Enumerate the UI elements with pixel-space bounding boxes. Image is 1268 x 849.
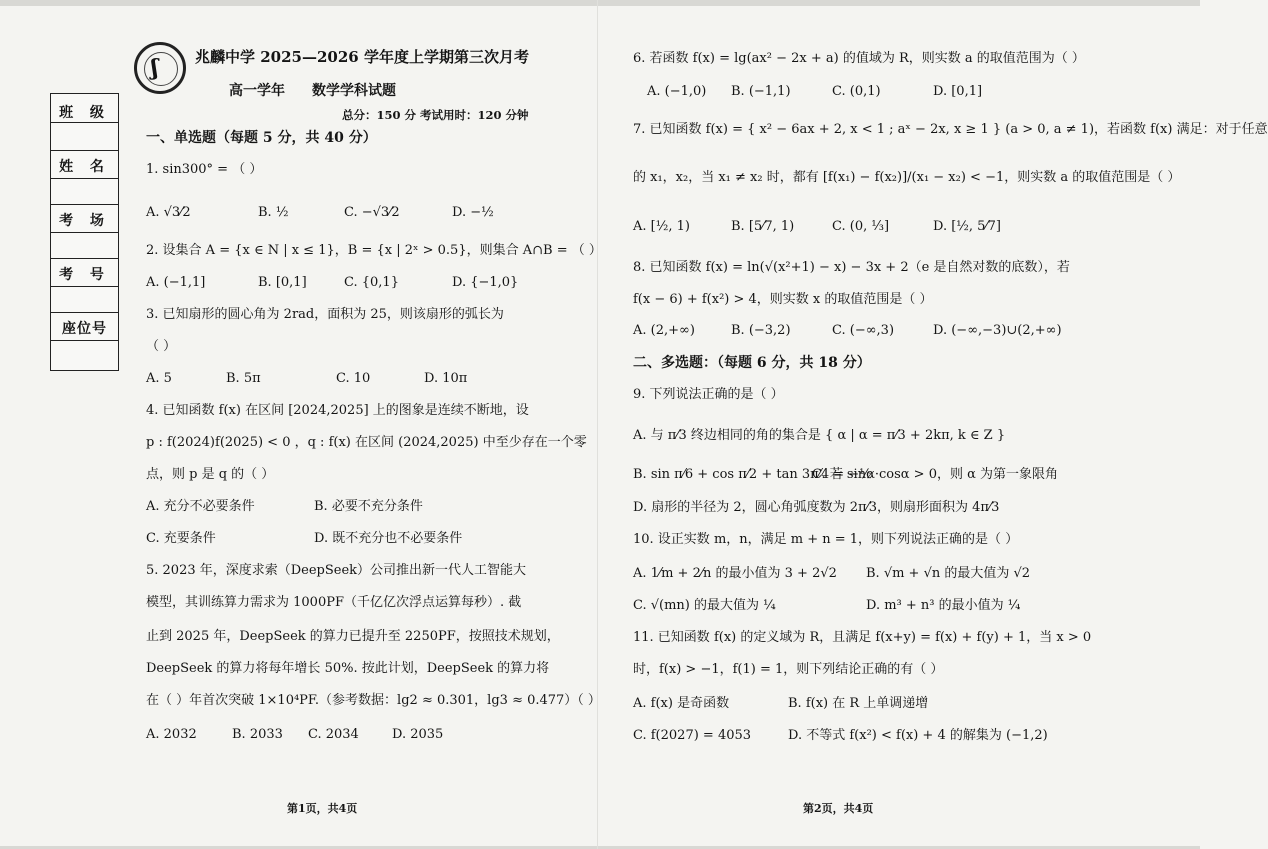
info-divider (51, 258, 118, 259)
student-info-box (50, 93, 119, 371)
q6-option-a: A. (−1,0) (647, 84, 707, 99)
info-divider (51, 340, 118, 341)
q1-option-d: D. −½ (452, 205, 494, 220)
q4-line-3: 点，则 p 是 q 的（ ） (146, 467, 275, 482)
exam-room-label: 考 场 (59, 213, 110, 229)
info-divider (51, 122, 118, 123)
q6-stem: 6. 若函数 f(x) = lg(ax² − 2x + a) 的值域为 R，则实数 a 的取值范围为（ ） (633, 51, 1085, 66)
grade-label: 高一学年 (229, 83, 285, 99)
q5-line-3: 止到 2025 年，DeepSeek 的算力已提升至 2250PF，按照技术规划， (146, 629, 560, 644)
q3-option-b: B. 5π (226, 371, 261, 386)
q10-stem: 10. 设正实数 m，n，满足 m + n = 1，则下列说法正确的是（ ） (633, 532, 1019, 547)
page-number-right: 第2页，共4页 (803, 802, 874, 815)
q7-line-2: 的 x₁，x₂，当 x₁ ≠ x₂ 时，都有 [f(x₁) − f(x₂)]/(x₁ − x₂) < −1，则实数 a 的取值范围是（ ） (633, 170, 1181, 185)
q6-option-b: B. (−1,1) (731, 84, 791, 99)
q7-option-b: B. [5⁄7, 1) (731, 219, 795, 234)
q2-option-c: C. {0,1} (344, 275, 399, 290)
q3-option-c: C. 10 (336, 371, 371, 386)
q7-option-c: C. (0, ⅓] (832, 219, 890, 234)
q5-option-b: B. 2033 (232, 727, 283, 742)
info-divider (51, 178, 118, 179)
q7-option-a: A. [½, 1) (633, 219, 690, 234)
q10-option-a: A. 1⁄m + 2⁄n 的最小值为 3 + 2√2 (633, 566, 837, 581)
q4-option-b: B. 必要不充分条件 (314, 499, 423, 514)
q10-option-b: B. √m + √n 的最大值为 √2 (866, 566, 1031, 581)
exam-number-label: 考 号 (59, 267, 110, 283)
q8-option-c: C. (−∞,3) (832, 323, 895, 338)
exam-meta: 总分：150 分 考试用时：120 分钟 (342, 108, 529, 122)
q1-option-b: B. ½ (258, 205, 289, 220)
q8-option-d: D. (−∞,−3)∪(2,+∞) (933, 323, 1062, 338)
page-number-left: 第1页，共4页 (287, 802, 358, 815)
logo-ring (144, 52, 178, 86)
q11-option-a: A. f(x) 是奇函数 (633, 696, 730, 711)
info-divider (51, 286, 118, 287)
logo-emblem: ʃ (151, 55, 159, 81)
seat-number-label: 座位号 (62, 321, 107, 337)
q5-option-d: D. 2035 (392, 727, 444, 742)
q5-line-5: 在（ ）年首次突破 1×10⁴PF.（参考数据：lg2 ≈ 0.301，lg3 ≈ 0.477）（ ） (146, 693, 601, 708)
q3-option-a: A. 5 (146, 371, 172, 386)
q6-option-c: C. (0,1) (832, 84, 881, 99)
q9-option-b: B. sin π⁄6 + cos π⁄2 + tan 3π⁄4 = −½ (633, 467, 872, 482)
q4-option-a: A. 充分不必要条件 (146, 499, 255, 514)
q6-option-d: D. [0,1] (933, 84, 983, 99)
q8-line-1: 8. 已知函数 f(x) = ln(√(x²+1) − x) − 3x + 2（e 是自然对数的底数），若 (633, 260, 1070, 275)
q4-line-1: 4. 已知函数 f(x) 在区间 [2024,2025] 上的图象是连续不断地，设 (146, 403, 529, 418)
section-multiple-choice: 二、多选题：（每题 6 分，共 18 分） (633, 355, 871, 371)
q1-option-a: A. √3⁄2 (146, 205, 191, 220)
q5-option-a: A. 2032 (146, 727, 197, 742)
q1-option-c: C. −√3⁄2 (344, 205, 400, 220)
q4-option-c: C. 充要条件 (146, 531, 216, 546)
subject-label: 数学学科试题 (312, 83, 396, 99)
name-label: 姓 名 (59, 159, 110, 175)
q5-line-4: DeepSeek 的算力将每年增长 50%. 按此计划，DeepSeek 的算力将 (146, 661, 550, 676)
section-single-choice: 一、单选题（每题 5 分，共 40 分） (146, 130, 377, 146)
info-divider (51, 312, 118, 313)
q10-option-d: D. m³ + n³ 的最小值为 ¼ (866, 598, 1021, 613)
q5-line-2: 模型，其训练算力需求为 1000PF（千亿亿次浮点运算每秒）. 截 (146, 595, 522, 610)
q2-option-b: B. [0,1] (258, 275, 307, 290)
q3-option-d: D. 10π (424, 371, 468, 386)
q2-stem: 2. 设集合 A = {x ∈ N | x ≤ 1}，B = {x | 2ˣ > 0.5}，则集合 A∩B = （ ） (146, 243, 602, 258)
q8-line-2: f(x − 6) + f(x²) > 4，则实数 x 的取值范围是（ ） (633, 292, 933, 307)
q4-option-d: D. 既不充分也不必要条件 (314, 531, 463, 546)
q5-option-c: C. 2034 (308, 727, 359, 742)
q2-option-d: D. {−1,0} (452, 275, 519, 290)
info-divider (51, 150, 118, 151)
q8-option-a: A. (2,+∞) (633, 323, 695, 338)
info-divider (51, 204, 118, 205)
q9-option-c: C. 若 sinα·cosα > 0，则 α 为第一象限角 (812, 467, 1059, 482)
q10-option-c: C. √(mn) 的最大值为 ¼ (633, 598, 776, 613)
q9-stem: 9. 下列说法正确的是（ ） (633, 387, 784, 402)
q1-stem: 1. sin300° = （ ） (146, 162, 263, 177)
q9-option-d: D. 扇形的半径为 2，圆心角弧度数为 2π⁄3，则扇形面积为 4π⁄3 (633, 500, 1000, 515)
class-label: 班 级 (59, 105, 110, 121)
q11-option-b: B. f(x) 在 R 上单调递增 (788, 696, 929, 711)
info-divider (51, 232, 118, 233)
q8-option-b: B. (−3,2) (731, 323, 791, 338)
q4-line-2: p : f(2024)f(2025) < 0 ，q : f(x) 在区间 (2024,2025) 中至少存在一个零 (146, 435, 587, 450)
q11-line-2: 时，f(x) > −1，f(1) = 1，则下列结论正确的有（ ） (633, 662, 944, 677)
q7-line-1: 7. 已知函数 f(x) = { x² − 6ax + 2, x < 1 ; aˣ − 2x, x ≥ 1 } (a > 0, a ≠ 1)，若函数 f(x) 满足：对于任意 (633, 122, 1268, 137)
school-logo (134, 42, 186, 94)
exam-title: 兆麟中学 2025—2026 学年度上学期第三次月考 (195, 48, 529, 66)
q2-option-a: A. (−1,1] (146, 275, 206, 290)
page-divider (597, 0, 598, 849)
q11-option-d: D. 不等式 f(x²) < f(x) + 4 的解集为 (−1,2) (788, 728, 1048, 743)
top-edge (0, 0, 1200, 6)
q3-stem: 3. 已知扇形的圆心角为 2rad，面积为 25，则该扇形的弧长为 (146, 307, 504, 322)
q7-option-d: D. [½, 5⁄7] (933, 219, 1001, 234)
q11-line-1: 11. 已知函数 f(x) 的定义域为 R，且满足 f(x+y) = f(x) + f(y) + 1，当 x > 0 (633, 630, 1092, 645)
q5-line-1: 5. 2023 年，深度求索（DeepSeek）公司推出新一代人工智能大 (146, 563, 527, 578)
q3-paren: （ ） (146, 339, 177, 354)
q11-option-c: C. f(2027) = 4053 (633, 728, 752, 743)
q9-option-a: A. 与 π⁄3 终边相同的角的集合是 { α | α = π⁄3 + 2kπ, k ∈ Z } (633, 428, 1006, 443)
